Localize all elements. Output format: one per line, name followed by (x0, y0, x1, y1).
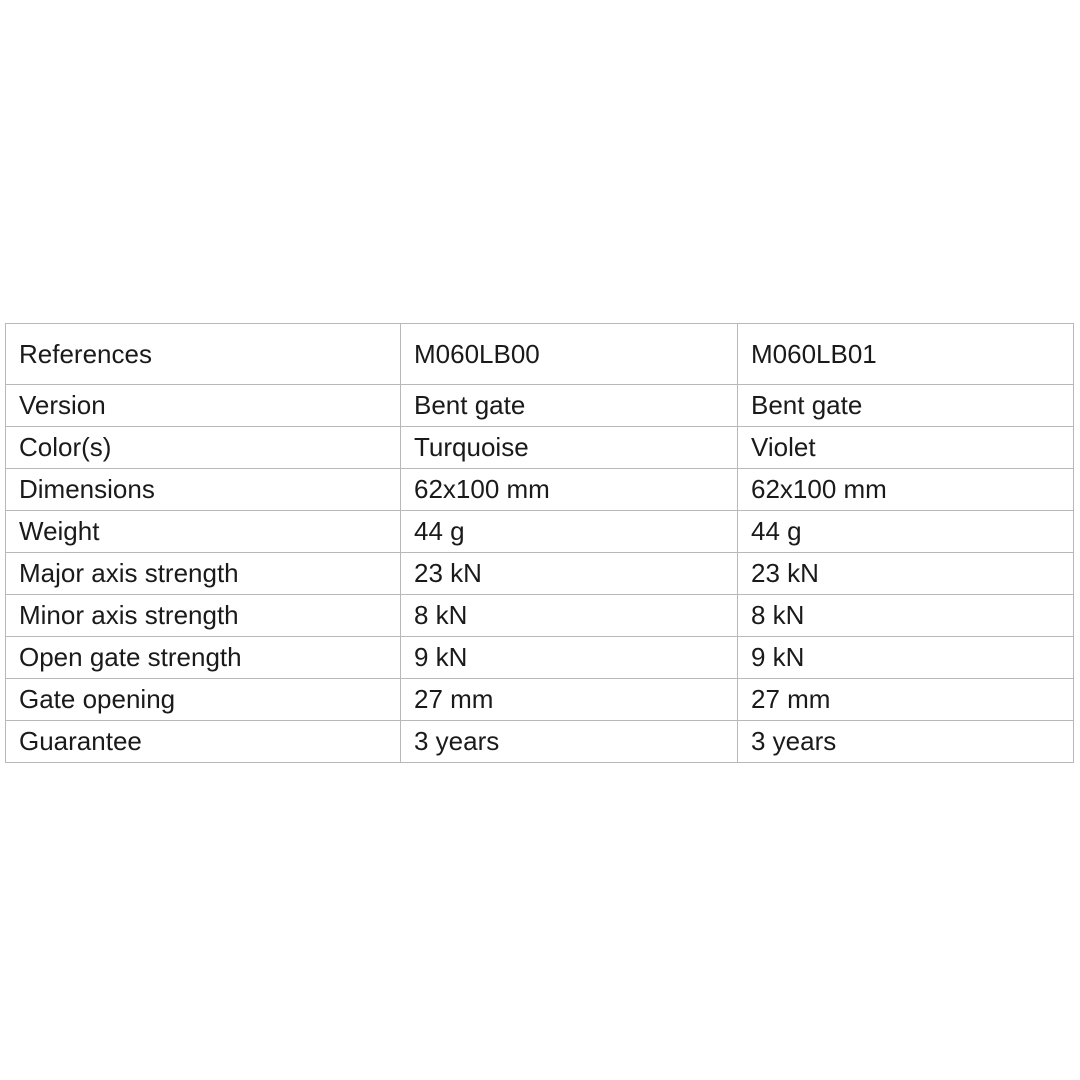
table-cell: 3 years (738, 721, 1074, 763)
row-label: Dimensions (6, 469, 401, 511)
spec-table (5, 323, 1074, 763)
table-row (6, 469, 1074, 511)
table-cell: Turquoise (401, 427, 738, 469)
table-cell: 27 mm (738, 679, 1074, 721)
table-cell: 3 years (401, 721, 738, 763)
row-label: Guarantee (6, 721, 401, 763)
table-cell: Violet (738, 427, 1074, 469)
table-cell: 44 g (738, 511, 1074, 553)
header-cell: References (6, 324, 401, 385)
row-label: Version (6, 385, 401, 427)
table-row (6, 595, 1074, 637)
table-cell: Bent gate (738, 385, 1074, 427)
table-cell: 62x100 mm (401, 469, 738, 511)
row-label: Weight (6, 511, 401, 553)
table-cell: 62x100 mm (738, 469, 1074, 511)
table-header-row (6, 324, 1074, 385)
table-cell: 8 kN (738, 595, 1074, 637)
table-cell: 9 kN (738, 637, 1074, 679)
row-label: Gate opening (6, 679, 401, 721)
table-cell: 27 mm (401, 679, 738, 721)
table-row (6, 553, 1074, 595)
header-cell: M060LB01 (738, 324, 1074, 385)
header-cell: M060LB00 (401, 324, 738, 385)
table-cell: 23 kN (401, 553, 738, 595)
table-row (6, 721, 1074, 763)
table-cell: 44 g (401, 511, 738, 553)
table-row (6, 385, 1074, 427)
table-cell: 23 kN (738, 553, 1074, 595)
table-cell: Bent gate (401, 385, 738, 427)
table-cell: 9 kN (401, 637, 738, 679)
row-label: Major axis strength (6, 553, 401, 595)
row-label: Minor axis strength (6, 595, 401, 637)
table-row (6, 637, 1074, 679)
table-row (6, 679, 1074, 721)
table-cell: 8 kN (401, 595, 738, 637)
row-label: Open gate strength (6, 637, 401, 679)
row-label: Color(s) (6, 427, 401, 469)
table-row (6, 511, 1074, 553)
table-row (6, 427, 1074, 469)
